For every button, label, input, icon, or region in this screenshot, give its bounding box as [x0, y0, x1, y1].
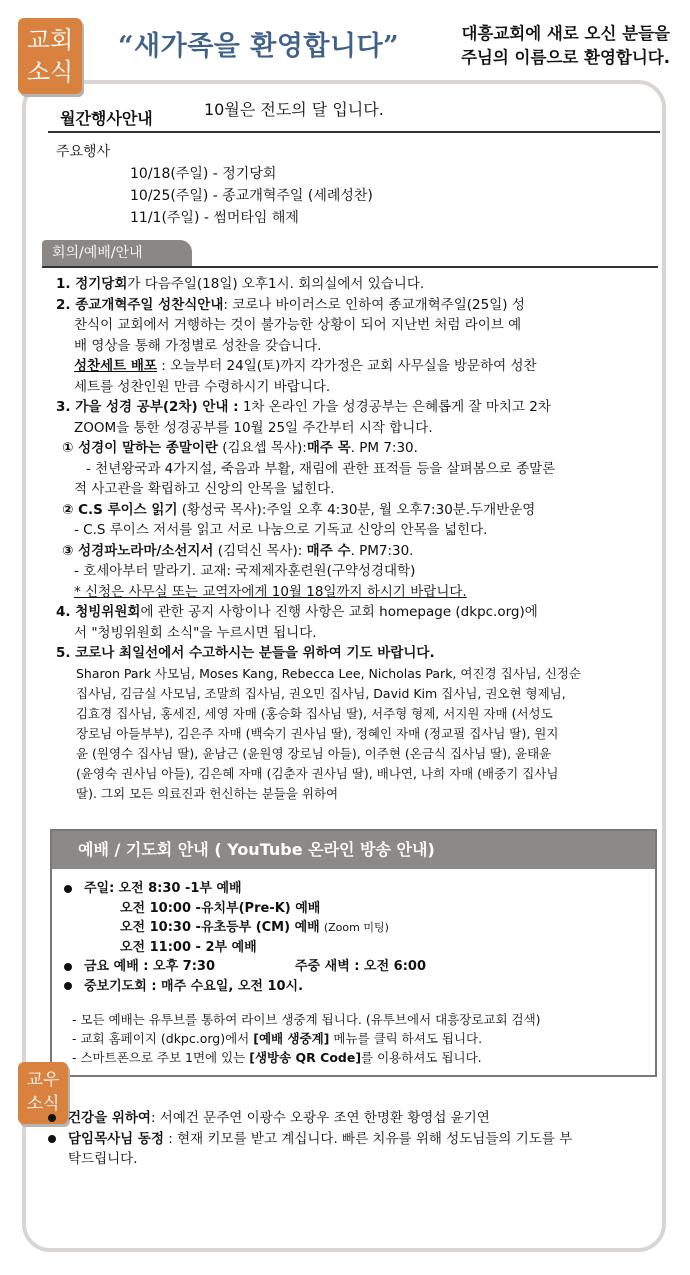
sunday-item: 오전 8:30 -1부 예배 [118, 881, 242, 896]
course-2-text: (황성국 목사):주일 오후 4:30분, 월 오후7:30분.두개반운영 [177, 501, 536, 518]
pastor-text: : 현재 키모를 받고 계십니다. 빠른 치유를 위해 성도님들의 기도를 부 [164, 1130, 573, 1147]
weekday-services [64, 957, 655, 977]
course-3-title: ③ 성경파노라마/소선지서 [62, 542, 214, 559]
communion-set-line: 세트를 성찬인원 만큼 수령하시기 바랍니다. [74, 378, 331, 395]
sunday-service [64, 879, 655, 899]
worship-note-text: - 교회 홈페이지 (dkpc.org)에서 [72, 1031, 250, 1046]
worship-info-box [50, 829, 657, 1077]
notice-5-title: 5. 코로나 최일선에서 수고하시는 분들을 위하여 기도 바랍니다. [56, 645, 435, 661]
badge-line-1: 교회 [26, 26, 74, 54]
course-1-time: . PM 7:30. [350, 440, 418, 456]
worship-note [72, 1029, 655, 1048]
prayer-names-line: 집사님, 김금실 사모님, 조말희 집사님, 권오민 집사님, David Kim 집사님, 권오현 형제님, [76, 685, 566, 701]
pastor-news [48, 1129, 668, 1150]
prayer-names [56, 664, 658, 804]
main-events-label: 주요행사 [56, 144, 111, 160]
worship-list [52, 869, 655, 996]
church-news-badge [18, 18, 82, 94]
notice-1-title: 1. 정기당회 [56, 276, 128, 292]
prayer-names-line: Sharon Park 사모님, Moses Kang, Rebecca Lee, Nicholas Park, 여진경 집사님, 신정순 [76, 665, 581, 681]
worship-note-text: - 스마트폰으로 주보 1면에 있는 [72, 1050, 246, 1065]
bullet-icon [64, 963, 72, 971]
badge-line-2: 소식 [26, 1094, 60, 1114]
notice-4 [56, 602, 658, 623]
course-3-day: 매주 수 [306, 542, 351, 559]
prayer-names-line: 장로님 아들부부), 김은주 자매 (백숙기 권사님 딸), 정혜인 자매 (정교필 집사님 딸), 원지 [76, 725, 559, 741]
communion-set-text: : 오늘부터 24일(토)까지 각가정은 교회 사무실을 방문하여 성찬 [161, 358, 537, 374]
notice-1 [56, 274, 658, 295]
bullet-icon [48, 1135, 56, 1143]
course-1-line: 적 사고관을 확립하고 신앙의 안목을 넓힌다. [74, 481, 335, 497]
communion-set-title: 성찬세트 배포 [74, 358, 157, 374]
course-2-line: - C.S 루이스 저서를 읽고 서로 나눔으로 기독교 신앙의 안목을 넓힌다. [74, 522, 488, 538]
welcome-line-2: 주님의 이름으로 환영합니다. [460, 48, 670, 67]
sunday-item: 오전 11:00 - 2부 예배 [120, 939, 257, 955]
health-prayer [48, 1108, 668, 1129]
notice-3-line: ZOOM을 통한 성경공부를 10월 25일 주간부터 시작 합니다. [74, 419, 433, 436]
course-1-line: - 천년왕국과 4가지설, 죽음과 부활, 재림에 관한 표적들 등을 살펴봄으로 종말론 [86, 460, 556, 477]
course-signup-note: * 신청은 사무실 또는 교역자에게 10월 18일까지 하시기 바랍니다. [74, 583, 467, 600]
notice-3-text: 1차 온라인 가을 성경공부는 은혜롭게 잘 마치고 2차 [238, 399, 551, 415]
month-theme: 10월은 전도의 달 입니다. [204, 100, 384, 119]
course-1 [56, 438, 658, 459]
bullet-icon [48, 1114, 56, 1122]
course-2 [56, 500, 658, 521]
badge-line-2: 소식 [26, 58, 74, 86]
meeting-notices [56, 274, 658, 804]
sunday-item: 오전 10:30 -유초등부 (CM) 예배 [120, 920, 320, 935]
bullet-icon [64, 982, 72, 990]
notice-2 [56, 295, 658, 316]
course-2-title: ② C.S 루이스 읽기 [62, 501, 178, 518]
course-1-teacher: (김요셉 목사): [217, 440, 307, 456]
notice-2-line: 찬식이 교회에서 거행하는 것이 불가능한 상황이 되어 지난번 처럼 라이브 예 [74, 317, 522, 333]
badge-line-1: 교우 [26, 1070, 60, 1090]
friday-service: 금요 예배 : 오후 7:30 [84, 959, 215, 974]
pastor-title: 담임목사님 동정 [68, 1130, 164, 1147]
notice-4-text: 에 관한 공지 사항이나 진행 사항은 교회 homepage (dkpc.org)에 [140, 604, 538, 620]
sunday-label: 주일: [84, 881, 115, 896]
worship-note: - 모든 예배는 유투브를 통하여 라이브 생중계 됩니다. (유투브에서 대흥장로교회 검색) [72, 1012, 541, 1027]
sunday-item-row [64, 938, 655, 958]
prayer-meeting-text: 중보기도회 : 매주 수요일, 오전 10시. [84, 978, 304, 994]
notice-2-line: 배 영상을 통해 가정별로 성찬을 갖습니다. [74, 337, 322, 354]
course-1-title: ① 성경이 말하는 종말이란 [62, 440, 218, 456]
communion-set [56, 356, 658, 377]
dawn-service: 주중 새벽 : 오전 6:00 [295, 959, 426, 974]
notice-2-text: : 코로나 바이러스로 인하여 종교개혁주일(25일) 성 [223, 296, 525, 313]
event-item: 10/18(주일) - 정기당회 [130, 166, 277, 182]
notice-2-title: 2. 종교개혁주일 성찬식안내 [56, 296, 224, 313]
worship-note-text: 를 이용하셔도 됩니다. [361, 1050, 482, 1065]
meeting-tab: 회의/예배/안내 [42, 240, 192, 266]
divider [48, 131, 660, 133]
worship-note-text: 메뉴를 클릭 하셔도 됩니다. [329, 1031, 483, 1046]
notice-1-text: 가 다음주일(18일) 오후1시. 회의실에서 있습니다. [127, 276, 425, 292]
zoom-note: (Zoom 미팅) [323, 921, 389, 934]
event-item: 10/25(주일) - 종교개혁주일 (세례성찬) [130, 188, 373, 204]
sunday-item-row [64, 918, 655, 938]
worship-header: 예배 / 기도회 안내 ( YouTube 온라인 방송 안내) [52, 831, 655, 869]
welcome-line-1: 대흥교회에 새로 오신 분들을 [461, 24, 670, 43]
notice-3-title: 3. 가을 성경 공부(2차) 안내 : [56, 399, 239, 415]
prayer-names-line: 딸). 그외 모든 의료진과 헌신하는 분들을 위하여 [76, 785, 339, 801]
notice-4-line: 서 "청빙위원회 소식"을 누르시면 됩니다. [74, 624, 317, 641]
prayer-meeting [64, 977, 655, 997]
monthly-events-title: 월간행사안내 [60, 109, 153, 128]
sunday-item: 오전 10:00 -유치부(Pre-K) 예배 [120, 900, 321, 916]
course-3-line: - 호세아부터 말라기. 교재: 국제제자훈련원(구약성경대학) [74, 563, 416, 579]
health-title: 건강을 위하여 [68, 1110, 151, 1126]
pastor-text-line: 탁드립니다. [68, 1151, 138, 1167]
notice-4-title: 4. 청빙위원회 [56, 604, 141, 620]
course-1-day: 매주 목 [306, 440, 351, 456]
welcome-title: “새가족을 환영합니다” [118, 31, 400, 62]
qr-code-label: [생방송 QR Code] [249, 1050, 362, 1065]
course-3-time: . PM7:30. [350, 542, 414, 559]
course-3-teacher: (김덕신 목사): [213, 542, 307, 559]
course-3 [56, 541, 658, 562]
fellowship-news [48, 1108, 668, 1170]
sunday-item-row [64, 899, 655, 919]
prayer-names-line: (윤영숙 권사님 아들), 김은혜 자매 (김춘자 권사님 딸), 배나연, 나희 자매 (배중기 집사님 [76, 765, 559, 781]
event-item: 11/1(주일) - 썸머타임 해제 [130, 210, 299, 226]
live-menu-label: [예배 생중계] [253, 1031, 330, 1046]
bullet-icon [64, 885, 72, 893]
worship-note [72, 1048, 655, 1067]
health-text: : 서예건 문주연 이광수 오광우 조연 한명환 황영섭 윤기연 [150, 1110, 490, 1126]
prayer-names-line: 윤 (원영수 집사님 딸), 윤남근 (윤원영 장로님 아들), 이주현 (온금식 집사님 딸), 윤태윤 [76, 745, 552, 761]
worship-notes [52, 996, 655, 1067]
welcome-subtitle [412, 22, 670, 70]
divider [42, 266, 658, 268]
prayer-names-line: 김효경 집사님, 홍세진, 세영 자매 (홍승화 집사님 딸), 서주형 형제, 서지원 자매 (서성도 [76, 705, 553, 721]
notice-3 [56, 397, 658, 418]
